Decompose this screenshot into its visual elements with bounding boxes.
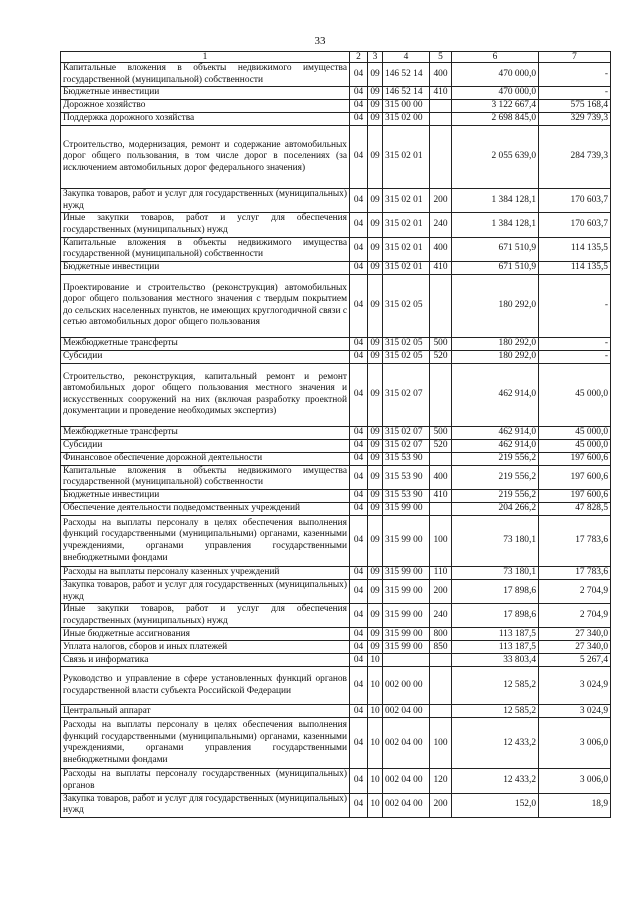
row-name-cell: Закупка товаров, работ и услуг для государственных (муниципальных) нужд	[61, 579, 350, 603]
row-subsection-cell: 09	[368, 439, 383, 452]
row-section-cell: 04	[350, 502, 368, 515]
row-subsection-cell: 09	[368, 274, 383, 337]
row-expense-type-cell: 110	[430, 566, 452, 579]
row-expense-type-cell	[430, 113, 452, 126]
row-expense-type-cell	[430, 452, 452, 465]
table-row	[61, 718, 611, 769]
table-row	[61, 566, 611, 579]
row-subsection-cell: 09	[368, 213, 383, 237]
row-expense-type-cell: 410	[430, 261, 452, 274]
row-article-cell: 315 02 07	[383, 363, 430, 426]
row-expense-type-cell	[430, 100, 452, 113]
row-subsection-cell: 09	[368, 465, 383, 489]
row-sum-total-cell: 470 000,0	[452, 63, 539, 87]
row-sum-federal-cell: 18,9	[539, 793, 611, 817]
row-article-cell: 002 04 00	[383, 793, 430, 817]
row-sum-federal-cell: 170 603,7	[539, 189, 611, 213]
row-subsection-cell: 09	[368, 363, 383, 426]
row-expense-type-cell: 400	[430, 465, 452, 489]
row-section-cell: 04	[350, 261, 368, 274]
table-row	[61, 439, 611, 452]
row-expense-type-cell: 400	[430, 237, 452, 261]
row-article-cell	[383, 654, 430, 667]
row-article-cell: 315 53 90	[383, 489, 430, 502]
row-expense-type-cell	[430, 126, 452, 189]
row-name-cell: Финансовое обеспечение дорожной деятельности	[61, 452, 350, 465]
row-sum-federal-cell: 27 340,0	[539, 641, 611, 654]
row-section-cell: 04	[350, 87, 368, 100]
row-article-cell: 315 99 00	[383, 604, 430, 628]
row-article-cell: 146 52 14	[383, 87, 430, 100]
row-subsection-cell: 09	[368, 87, 383, 100]
row-sum-total-cell: 12 433,2	[452, 718, 539, 769]
row-section-cell: 04	[350, 667, 368, 705]
row-section-cell: 04	[350, 769, 368, 793]
row-expense-type-cell: 500	[430, 337, 452, 350]
row-article-cell: 315 02 05	[383, 350, 430, 363]
table-row	[61, 350, 611, 363]
row-name-cell: Расходы на выплаты персоналу в целях обеспечения выполнения функций государственными (муниципальными) органами, казенными учреждениями, органами управления государственными внебюджетными фондами	[61, 515, 350, 566]
row-expense-type-cell: 520	[430, 350, 452, 363]
header-cell-section: 2	[350, 52, 368, 63]
row-sum-total-cell: 180 292,0	[452, 350, 539, 363]
row-name-cell: Капитальные вложения в объекты недвижимого имущества государственной (муниципальной) собственности	[61, 465, 350, 489]
row-section-cell: 04	[350, 515, 368, 566]
row-expense-type-cell: 500	[430, 426, 452, 439]
row-sum-total-cell: 152,0	[452, 793, 539, 817]
row-article-cell: 315 02 05	[383, 274, 430, 337]
row-sum-federal-cell: 329 739,3	[539, 113, 611, 126]
table-row	[61, 363, 611, 426]
table-row	[61, 63, 611, 87]
row-expense-type-cell: 120	[430, 769, 452, 793]
row-expense-type-cell: 200	[430, 189, 452, 213]
row-sum-total-cell: 1 384 128,1	[452, 213, 539, 237]
table-row	[61, 274, 611, 337]
table-row	[61, 113, 611, 126]
row-section-cell: 04	[350, 718, 368, 769]
row-article-cell: 002 04 00	[383, 718, 430, 769]
table-row	[61, 465, 611, 489]
row-name-cell: Проектирование и строительство (реконструкция) автомобильных дорог общего пользования местного значения с твердым покрытием до сельских населенных пунктов, не имеющих круглогодичной связи с сетью автомобильных дорог общего пользования	[61, 274, 350, 337]
table-row	[61, 579, 611, 603]
row-subsection-cell: 10	[368, 718, 383, 769]
row-section-cell: 04	[350, 126, 368, 189]
row-sum-total-cell: 671 510,9	[452, 237, 539, 261]
row-sum-federal-cell: 3 006,0	[539, 769, 611, 793]
row-section-cell: 04	[350, 113, 368, 126]
row-sum-total-cell: 12 585,2	[452, 705, 539, 718]
table-row	[61, 604, 611, 628]
row-article-cell: 002 04 00	[383, 705, 430, 718]
row-name-cell: Центральный аппарат	[61, 705, 350, 718]
row-sum-total-cell: 3 122 667,4	[452, 100, 539, 113]
row-subsection-cell: 09	[368, 100, 383, 113]
row-subsection-cell: 10	[368, 705, 383, 718]
header-cell-expense-type: 5	[430, 52, 452, 63]
row-section-cell: 04	[350, 337, 368, 350]
row-name-cell: Расходы на выплаты персоналу государственных (муниципальных) органов	[61, 769, 350, 793]
row-expense-type-cell	[430, 274, 452, 337]
row-sum-federal-cell: -	[539, 63, 611, 87]
row-name-cell: Строительство, модернизация, ремонт и содержание автомобильных дорог общего пользования, в том числе дорог в поселениях (за исключением автомобильных дорог федерального значения)	[61, 126, 350, 189]
row-article-cell: 315 02 01	[383, 261, 430, 274]
row-sum-federal-cell: 45 000,0	[539, 426, 611, 439]
row-expense-type-cell	[430, 667, 452, 705]
row-subsection-cell: 09	[368, 489, 383, 502]
row-subsection-cell: 09	[368, 350, 383, 363]
table-row	[61, 213, 611, 237]
row-name-cell: Иные закупки товаров, работ и услуг для обеспечения государственных (муниципальных) нужд	[61, 604, 350, 628]
table-row	[61, 641, 611, 654]
row-section-cell: 04	[350, 489, 368, 502]
row-section-cell: 04	[350, 465, 368, 489]
row-article-cell: 315 02 07	[383, 439, 430, 452]
row-sum-total-cell: 113 187,5	[452, 628, 539, 641]
row-subsection-cell: 09	[368, 237, 383, 261]
row-sum-federal-cell: 284 739,3	[539, 126, 611, 189]
row-article-cell: 315 99 00	[383, 515, 430, 566]
row-sum-federal-cell: 114 135,5	[539, 237, 611, 261]
row-sum-total-cell: 2 698 845,0	[452, 113, 539, 126]
row-sum-total-cell: 671 510,9	[452, 261, 539, 274]
row-sum-total-cell: 462 914,0	[452, 439, 539, 452]
row-sum-federal-cell: 5 267,4	[539, 654, 611, 667]
row-sum-federal-cell: 197 600,6	[539, 489, 611, 502]
row-subsection-cell: 09	[368, 604, 383, 628]
table-row	[61, 261, 611, 274]
table-row	[61, 100, 611, 113]
row-section-cell: 04	[350, 439, 368, 452]
row-name-cell: Обеспечение деятельности подведомственных учреждений	[61, 502, 350, 515]
row-sum-federal-cell: -	[539, 274, 611, 337]
row-section-cell: 04	[350, 100, 368, 113]
row-name-cell: Бюджетные инвестиции	[61, 87, 350, 100]
row-sum-total-cell: 12 433,2	[452, 769, 539, 793]
row-subsection-cell: 09	[368, 628, 383, 641]
row-section-cell: 04	[350, 350, 368, 363]
row-subsection-cell: 09	[368, 502, 383, 515]
row-sum-federal-cell: 17 783,6	[539, 515, 611, 566]
row-subsection-cell: 09	[368, 452, 383, 465]
row-article-cell: 315 99 00	[383, 641, 430, 654]
row-section-cell: 04	[350, 641, 368, 654]
row-sum-federal-cell: 3 006,0	[539, 718, 611, 769]
table-row	[61, 87, 611, 100]
row-expense-type-cell: 410	[430, 489, 452, 502]
row-article-cell: 315 99 00	[383, 502, 430, 515]
row-article-cell: 315 02 01	[383, 213, 430, 237]
row-sum-total-cell: 204 266,2	[452, 502, 539, 515]
row-sum-total-cell: 180 292,0	[452, 337, 539, 350]
row-subsection-cell: 10	[368, 793, 383, 817]
row-sum-federal-cell: -	[539, 350, 611, 363]
row-sum-federal-cell: 3 024,9	[539, 705, 611, 718]
header-cell-sum-total: 6	[452, 52, 539, 63]
row-subsection-cell: 10	[368, 667, 383, 705]
row-section-cell: 04	[350, 189, 368, 213]
row-expense-type-cell: 200	[430, 579, 452, 603]
table-row	[61, 628, 611, 641]
row-sum-total-cell: 12 585,2	[452, 667, 539, 705]
row-expense-type-cell	[430, 705, 452, 718]
row-name-cell: Расходы на выплаты персоналу казенных учреждений	[61, 566, 350, 579]
row-name-cell: Бюджетные инвестиции	[61, 489, 350, 502]
row-name-cell: Закупка товаров, работ и услуг для государственных (муниципальных) нужд	[61, 189, 350, 213]
row-sum-total-cell: 462 914,0	[452, 426, 539, 439]
row-section-cell: 04	[350, 213, 368, 237]
header-cell-subsection: 3	[368, 52, 383, 63]
row-section-cell: 04	[350, 705, 368, 718]
row-article-cell: 315 02 01	[383, 189, 430, 213]
row-name-cell: Субсидии	[61, 439, 350, 452]
table-row	[61, 793, 611, 817]
row-name-cell: Капитальные вложения в объекты недвижимого имущества государственной (муниципальной) собственности	[61, 237, 350, 261]
row-article-cell: 315 53 90	[383, 465, 430, 489]
row-sum-total-cell: 17 898,6	[452, 604, 539, 628]
row-name-cell: Субсидии	[61, 350, 350, 363]
row-sum-total-cell: 33 803,4	[452, 654, 539, 667]
row-section-cell: 04	[350, 566, 368, 579]
row-section-cell: 04	[350, 654, 368, 667]
row-article-cell: 002 04 00	[383, 769, 430, 793]
row-name-cell: Расходы на выплаты персоналу в целях обеспечения выполнения функций государственными (муниципальными) органами, казенными учреждениями, органами управления государственными внебюджетными фондами	[61, 718, 350, 769]
row-sum-total-cell: 17 898,6	[452, 579, 539, 603]
row-sum-federal-cell: -	[539, 87, 611, 100]
row-expense-type-cell: 200	[430, 793, 452, 817]
row-expense-type-cell	[430, 363, 452, 426]
row-section-cell: 04	[350, 604, 368, 628]
row-expense-type-cell: 240	[430, 604, 452, 628]
table-row	[61, 705, 611, 718]
row-expense-type-cell	[430, 654, 452, 667]
row-sum-federal-cell: 114 135,5	[539, 261, 611, 274]
row-sum-total-cell: 1 384 128,1	[452, 189, 539, 213]
row-section-cell: 04	[350, 793, 368, 817]
row-subsection-cell: 09	[368, 641, 383, 654]
table-row	[61, 189, 611, 213]
row-sum-total-cell: 470 000,0	[452, 87, 539, 100]
row-sum-federal-cell: 197 600,6	[539, 452, 611, 465]
row-section-cell: 04	[350, 237, 368, 261]
row-sum-federal-cell: 575 168,4	[539, 100, 611, 113]
row-name-cell: Закупка товаров, работ и услуг для государственных (муниципальных) нужд	[61, 793, 350, 817]
row-article-cell: 315 00 00	[383, 100, 430, 113]
row-article-cell: 315 99 00	[383, 566, 430, 579]
row-article-cell: 315 99 00	[383, 628, 430, 641]
row-name-cell: Связь и информатика	[61, 654, 350, 667]
row-article-cell: 315 02 00	[383, 113, 430, 126]
row-subsection-cell: 09	[368, 63, 383, 87]
row-sum-federal-cell: 170 603,7	[539, 213, 611, 237]
row-section-cell: 04	[350, 628, 368, 641]
row-expense-type-cell: 100	[430, 718, 452, 769]
row-subsection-cell: 09	[368, 566, 383, 579]
table-row	[61, 452, 611, 465]
row-name-cell: Поддержка дорожного хозяйства	[61, 113, 350, 126]
row-subsection-cell: 09	[368, 579, 383, 603]
row-sum-federal-cell: 197 600,6	[539, 465, 611, 489]
header-cell-name: 1	[61, 52, 350, 63]
row-sum-total-cell: 219 556,2	[452, 489, 539, 502]
header-cell-article: 4	[383, 52, 430, 63]
row-subsection-cell: 09	[368, 337, 383, 350]
row-sum-federal-cell: 2 704,9	[539, 579, 611, 603]
row-name-cell: Бюджетные инвестиции	[61, 261, 350, 274]
table-row	[61, 489, 611, 502]
row-name-cell: Межбюджетные трансферты	[61, 337, 350, 350]
row-expense-type-cell: 800	[430, 628, 452, 641]
row-sum-total-cell: 73 180,1	[452, 515, 539, 566]
row-section-cell: 04	[350, 426, 368, 439]
row-subsection-cell: 09	[368, 426, 383, 439]
row-section-cell: 04	[350, 274, 368, 337]
table-row	[61, 654, 611, 667]
row-sum-total-cell: 180 292,0	[452, 274, 539, 337]
row-name-cell: Строительство, реконструкция, капитальный ремонт и ремонт автомобильных дорог общего пользования местного значения и искусственных сооружений на них (включая разработку проектной документации и проведение необходимых экспертиз)	[61, 363, 350, 426]
table-row	[61, 515, 611, 566]
row-expense-type-cell: 400	[430, 63, 452, 87]
row-expense-type-cell: 240	[430, 213, 452, 237]
row-sum-federal-cell: -	[539, 337, 611, 350]
row-section-cell: 04	[350, 363, 368, 426]
budget-table	[60, 51, 611, 818]
row-section-cell: 04	[350, 452, 368, 465]
row-sum-total-cell: 462 914,0	[452, 363, 539, 426]
row-sum-federal-cell: 27 340,0	[539, 628, 611, 641]
row-sum-federal-cell: 47 828,5	[539, 502, 611, 515]
row-expense-type-cell: 520	[430, 439, 452, 452]
row-sum-federal-cell: 2 704,9	[539, 604, 611, 628]
row-name-cell: Дорожное хозяйство	[61, 100, 350, 113]
row-sum-federal-cell: 3 024,9	[539, 667, 611, 705]
page-number: 33	[314, 35, 326, 47]
table-row	[61, 426, 611, 439]
row-subsection-cell: 10	[368, 654, 383, 667]
row-subsection-cell: 09	[368, 189, 383, 213]
table-row	[61, 502, 611, 515]
row-sum-total-cell: 219 556,2	[452, 452, 539, 465]
row-expense-type-cell: 850	[430, 641, 452, 654]
row-article-cell: 315 02 07	[383, 426, 430, 439]
row-subsection-cell: 09	[368, 261, 383, 274]
row-subsection-cell: 09	[368, 113, 383, 126]
row-sum-total-cell: 113 187,5	[452, 641, 539, 654]
row-article-cell: 315 02 01	[383, 237, 430, 261]
header-cell-sum-federal: 7	[539, 52, 611, 63]
row-expense-type-cell: 410	[430, 87, 452, 100]
row-article-cell: 315 02 05	[383, 337, 430, 350]
row-sum-federal-cell: 17 783,6	[539, 566, 611, 579]
table-row	[61, 237, 611, 261]
row-subsection-cell: 09	[368, 126, 383, 189]
table-row	[61, 126, 611, 189]
row-article-cell: 315 99 00	[383, 579, 430, 603]
row-subsection-cell: 10	[368, 769, 383, 793]
row-name-cell: Руководство и управление в сфере установленных функций органов государственной власти субъекта Российской Федерации	[61, 667, 350, 705]
row-section-cell: 04	[350, 579, 368, 603]
row-sum-federal-cell: 45 000,0	[539, 363, 611, 426]
row-expense-type-cell	[430, 502, 452, 515]
header-row	[61, 52, 611, 63]
row-section-cell: 04	[350, 63, 368, 87]
row-sum-federal-cell: 45 000,0	[539, 439, 611, 452]
row-sum-total-cell: 2 055 639,0	[452, 126, 539, 189]
table-row	[61, 769, 611, 793]
row-name-cell: Уплата налогов, сборов и иных платежей	[61, 641, 350, 654]
row-article-cell: 002 00 00	[383, 667, 430, 705]
row-sum-total-cell: 73 180,1	[452, 566, 539, 579]
row-sum-total-cell: 219 556,2	[452, 465, 539, 489]
row-name-cell: Капитальные вложения в объекты недвижимого имущества государственной (муниципальной) собственности	[61, 63, 350, 87]
row-subsection-cell: 09	[368, 515, 383, 566]
table-row	[61, 337, 611, 350]
row-article-cell: 146 52 14	[383, 63, 430, 87]
row-article-cell: 315 53 90	[383, 452, 430, 465]
row-name-cell: Иные закупки товаров, работ и услуг для обеспечения государственных (муниципальных) нужд	[61, 213, 350, 237]
row-name-cell: Межбюджетные трансферты	[61, 426, 350, 439]
table-row	[61, 667, 611, 705]
row-name-cell: Иные бюджетные ассигнования	[61, 628, 350, 641]
row-article-cell: 315 02 01	[383, 126, 430, 189]
row-expense-type-cell: 100	[430, 515, 452, 566]
